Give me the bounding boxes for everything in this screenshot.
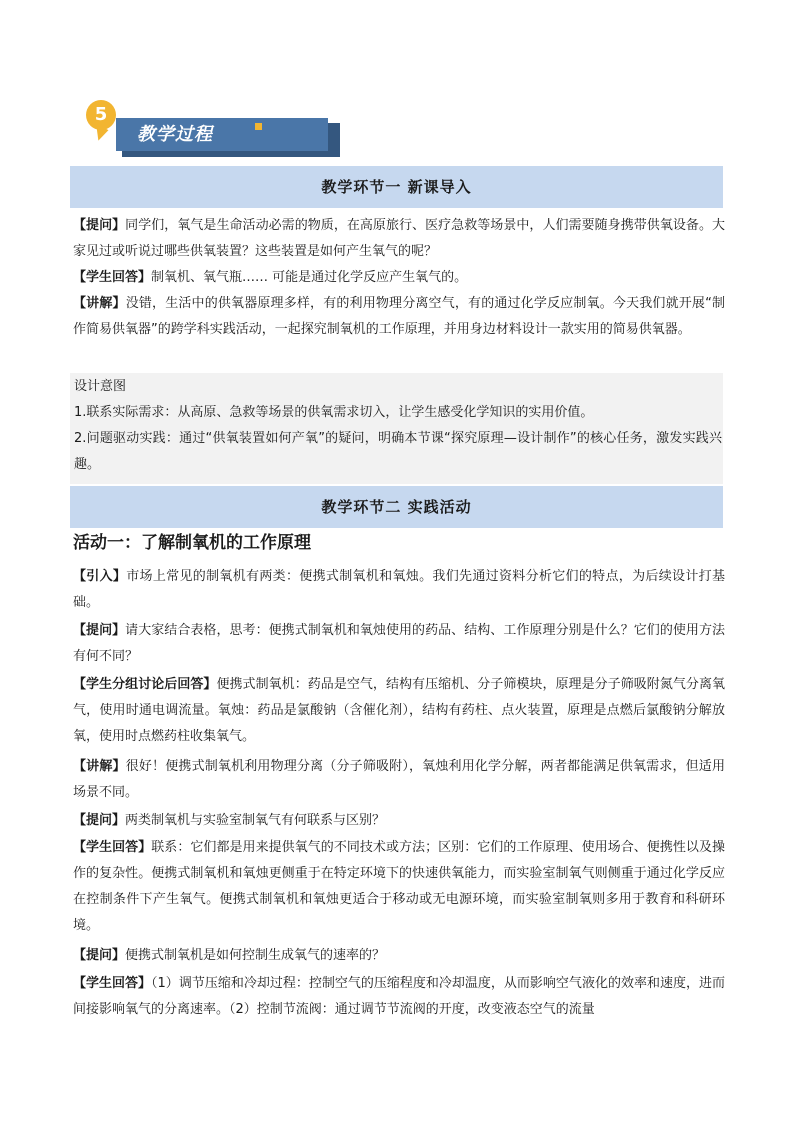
- s2-p5-text: 两类制氧机与实验室制氧气有何联系与区别？: [125, 813, 386, 828]
- s2-paragraph-3: [73, 672, 725, 750]
- s1-p2-text: 制氧机、氧气瓶…… 可能是通过化学反应产生氧气的。: [151, 270, 468, 285]
- s2-p4-text: 很好！便携式制氧机利用物理分离（分子筛吸附），氧烛利用化学分解，两者都能满足供氧需求，但适用场景不同。: [73, 759, 725, 800]
- s2-p8-text: （1）调节压缩和冷却过程：控制空气的压缩程度和冷却温度，从而影响空气液化的效率和速度，进而间接影响氧气的分离速率。（2）控制节流阀：通过调节节流阀的开度，改变液态空气的流量: [73, 976, 725, 1017]
- design-item-2: 2.问题驱动实践：通过“供氧装置如何产氧”的疑问，明确本节课“探究原理—设计制作”的核心任务，激发实践兴趣。: [74, 431, 722, 472]
- section-badge: [86, 100, 266, 160]
- s1-p1-text: 同学们，氧气是生命活动必需的物质，在高原旅行、医疗急救等场景中，人们需要随身携带供氧设备。大家见过或听说过哪些供氧装置？这些装置是如何产生氧气的呢？: [73, 218, 725, 259]
- s1-p3-tag: 【讲解】: [73, 296, 126, 311]
- s1-paragraph-3: [73, 291, 725, 343]
- s2-p6-tag: 【学生回答】: [73, 840, 152, 855]
- section2-title: 教学环节二 实践活动: [70, 486, 723, 528]
- badge-title: 教学过程: [137, 124, 213, 145]
- s2-p8-tag: 【学生回答】: [73, 976, 152, 991]
- s2-paragraph-1: [73, 564, 725, 616]
- s2-p4-tag: 【讲解】: [73, 759, 126, 774]
- s1-p2-tag: 【学生回答】: [73, 270, 152, 285]
- s2-paragraph-5: [73, 808, 725, 834]
- s1-p3-text: 没错，生活中的供氧器原理多样，有的利用物理分离空气，有的通过化学反应制氧。今天我们就开展“制作简易供氧器”的跨学科实践活动，一起探究制氧机的工作原理，并用身边材料设计一款实用的简易供氧器。: [73, 296, 725, 337]
- badge-dot: [255, 123, 262, 130]
- s2-p7-tag: 【提问】: [73, 948, 126, 963]
- s2-paragraph-4: [73, 754, 725, 806]
- design-intent-title: 设计意图: [74, 379, 127, 394]
- s2-p2-tag: 【提问】: [73, 623, 126, 638]
- s2-p5-tag: 【提问】: [73, 813, 126, 828]
- section1-title: 教学环节一 新课导入: [70, 166, 723, 208]
- s1-paragraph-2: [73, 265, 725, 291]
- s2-paragraph-7: [73, 943, 725, 969]
- s2-p6-text: 联系：它们都是用来提供氧气的不同技术或方法；区别：它们的工作原理、使用场合、便携性以及操作的复杂性。便携式制氧机和氧烛更侧重于在特定环境下的快速供氧能力，而实验室制氧气则侧重于通过化学反应在控制条件下产生氧气。便携式制氧机和氧烛更适合于移动或无电源环境，而实验室制氧则多用于教育和科研环境。: [73, 840, 725, 933]
- s2-paragraph-6: [73, 835, 725, 939]
- s1-paragraph-1: [73, 213, 725, 265]
- s2-paragraph-2: [73, 618, 725, 670]
- activity-title: 活动一：了解制氧机的工作原理: [73, 533, 311, 553]
- s2-p1-tag: 【引入】: [73, 569, 127, 584]
- s1-p1-tag: 【提问】: [73, 218, 126, 233]
- s2-p3-text: 便携式制氧机：药品是空气，结构有压缩机、分子筛模块，原理是分子筛吸附氮气分离氧气，使用时通电调流量。氧烛：药品是氯酸钠（含催化剂），结构有药柱、点火装置，原理是点燃后氯酸钠分解放氧，使用时点燃药柱收集氧气。: [73, 677, 725, 744]
- s2-p2-text: 请大家结合表格，思考：便携式制氧机和氧烛使用的药品、结构、工作原理分别是什么？它们的使用方法有何不同？: [73, 623, 725, 664]
- s2-paragraph-8: [73, 971, 725, 1023]
- badge-number: 5: [86, 100, 116, 130]
- design-item-1: 1.联系实际需求：从高原、急救等场景的供氧需求切入，让学生感受化学知识的实用价值。: [74, 405, 594, 420]
- s2-p3-tag: 【学生分组讨论后回答】: [73, 677, 217, 692]
- s2-p1-text: 市场上常见的制氧机有两类：便携式制氧机和氧烛。我们先通过资料分析它们的特点，为后续设计打基础。: [73, 569, 725, 610]
- s2-p7-text: 便携式制氧机是如何控制生成氧气的速率的？: [125, 948, 386, 963]
